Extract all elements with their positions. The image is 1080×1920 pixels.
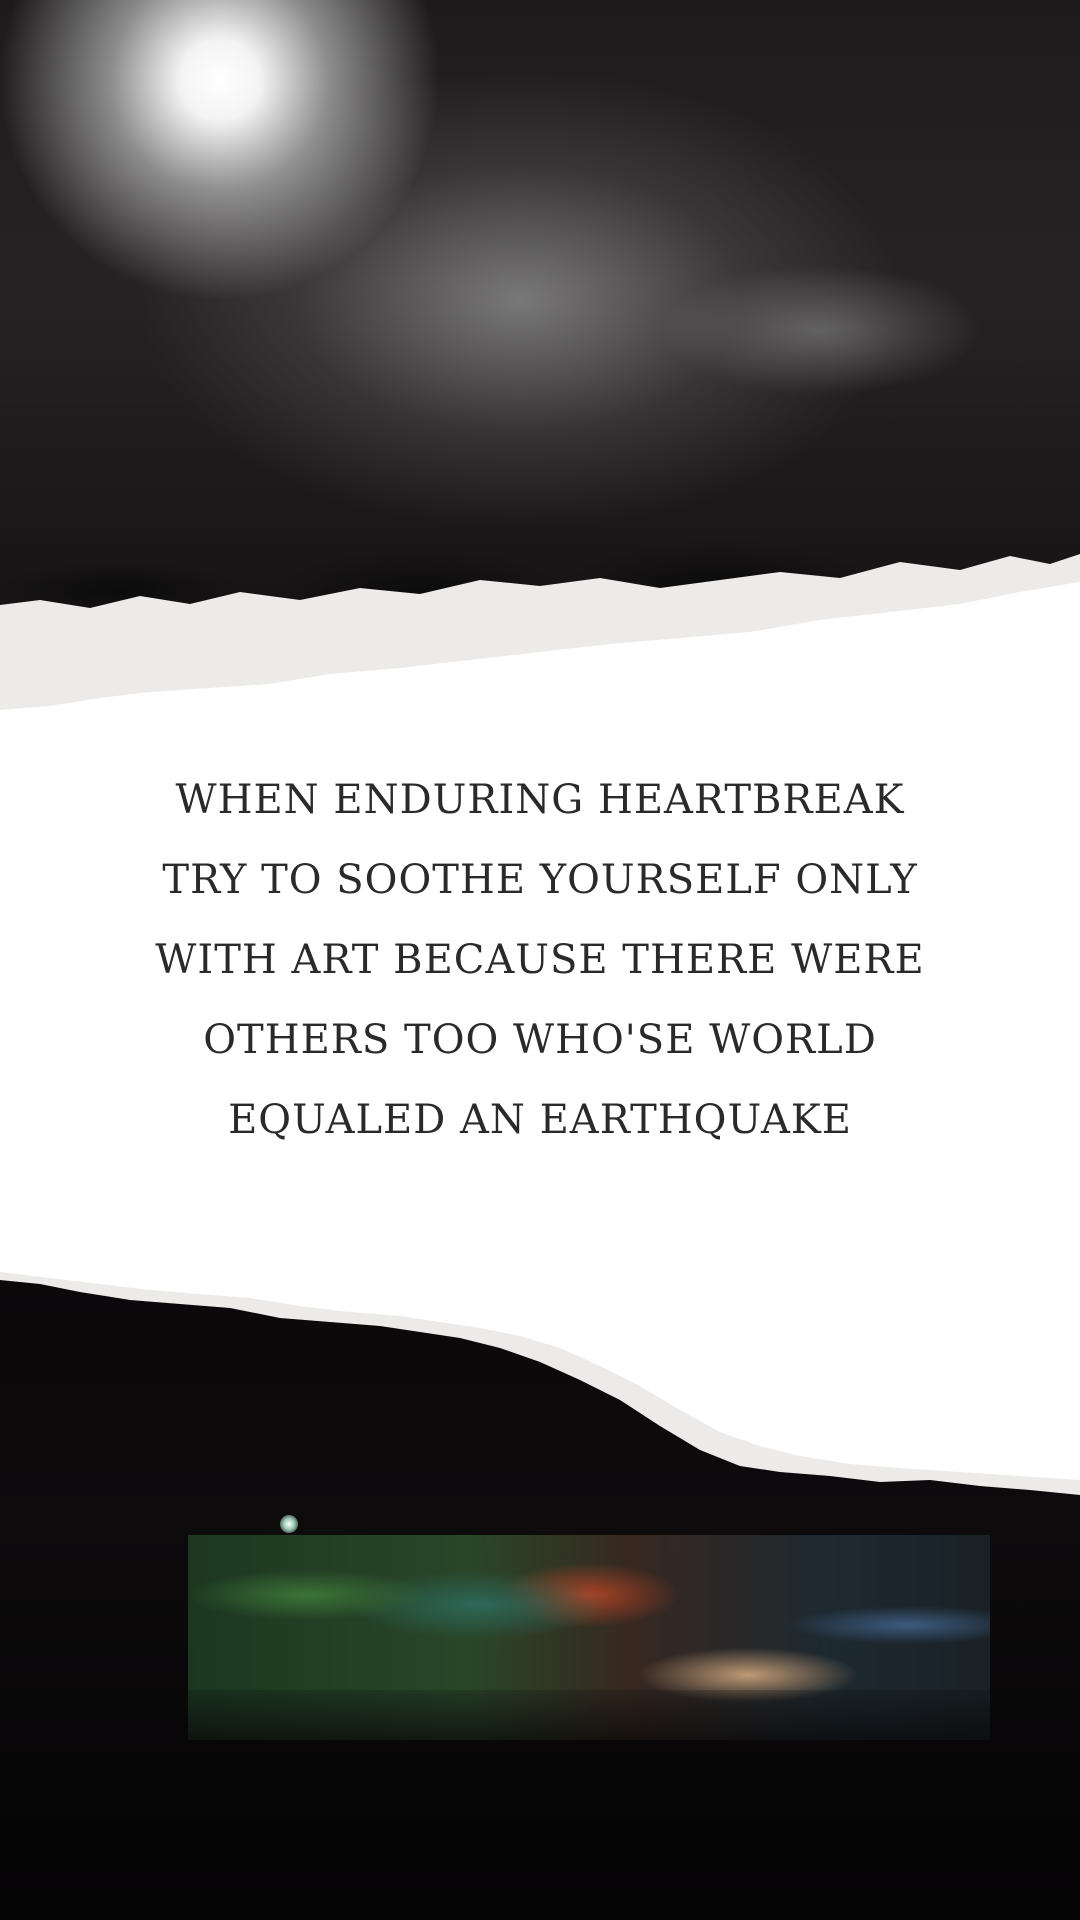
- torn-paper-edge-top: [0, 520, 1080, 720]
- quote-text: [0, 760, 1080, 1160]
- quote-line: WHEN ENDURING HEARTBREAK: [175, 777, 905, 823]
- torn-paper-edge-bottom: [0, 1250, 1080, 1530]
- audience-silhouettes: [0, 1690, 1080, 1920]
- quote-line: OTHERS TOO WHO'SE WORLD: [203, 1017, 877, 1063]
- quote-line: WITH ART BECAUSE THERE WERE: [155, 937, 925, 983]
- quote-line: EQUALED AN EARTHQUAKE: [228, 1097, 852, 1143]
- quote-line: TRY TO SOOTHE YOURSELF ONLY: [162, 857, 918, 903]
